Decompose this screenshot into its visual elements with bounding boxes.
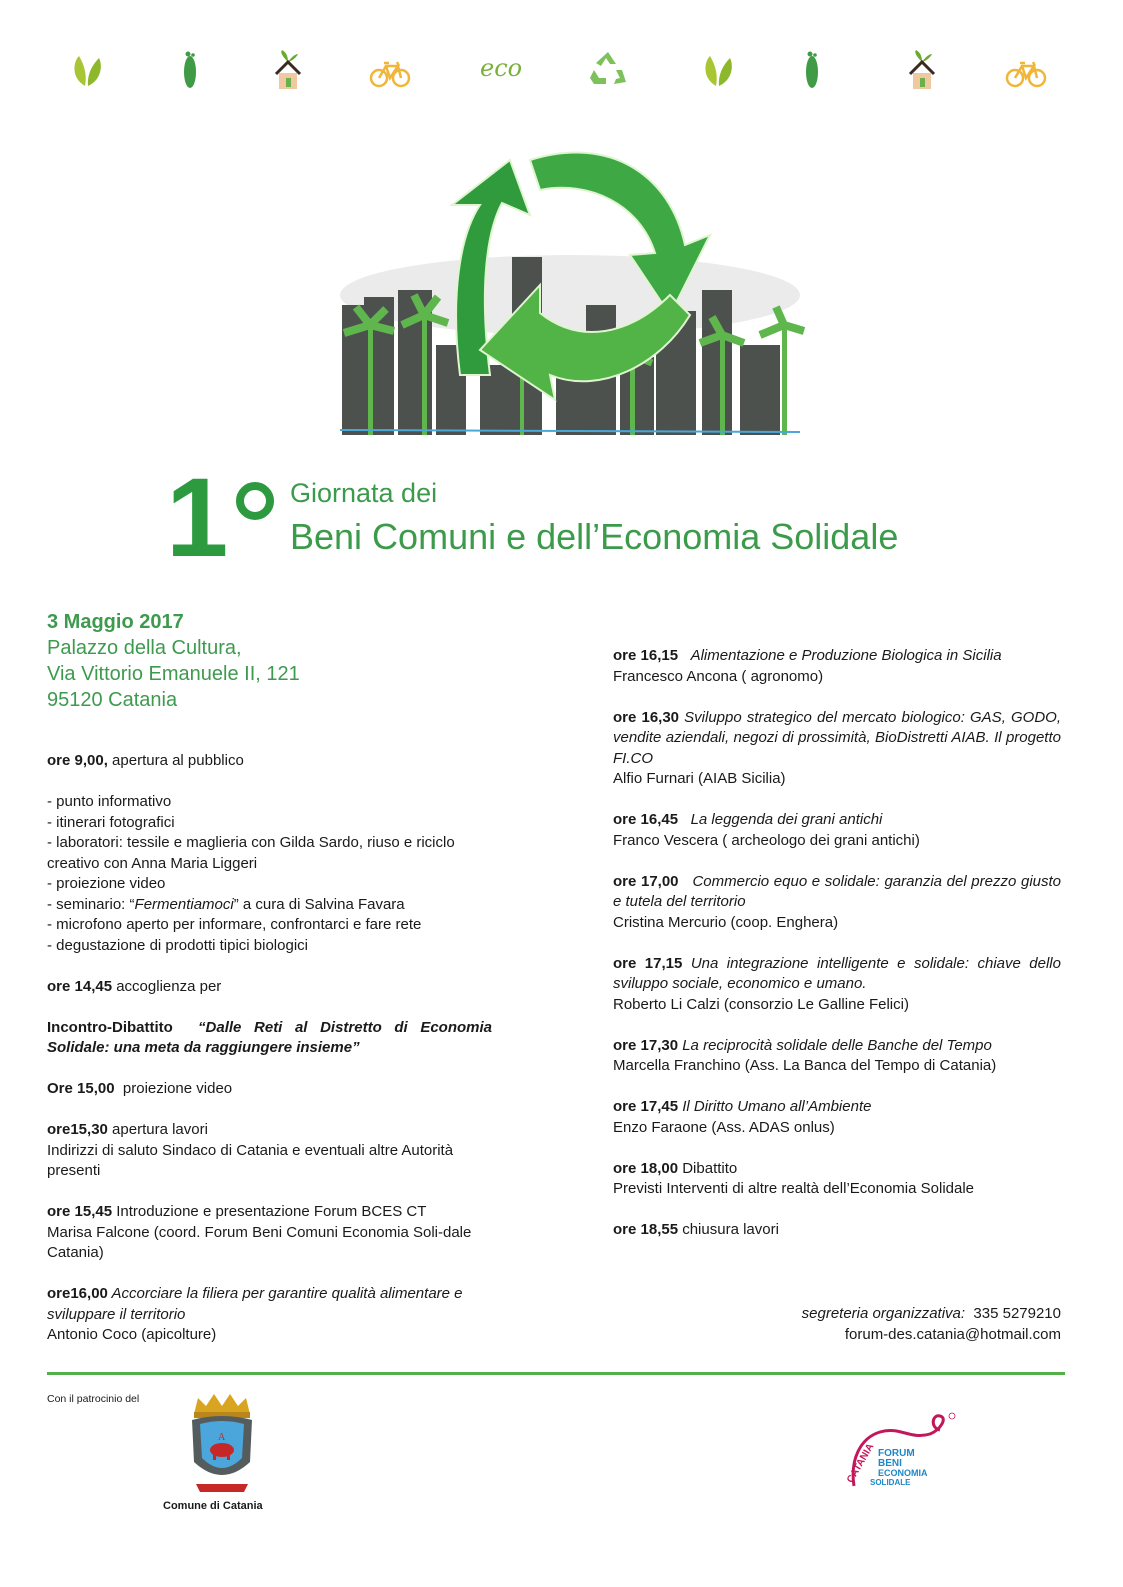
recycle-icon	[586, 48, 630, 92]
program-title: La leggenda dei grani antichi	[690, 811, 883, 828]
program-time: ore 9,00,	[47, 752, 108, 769]
eco-text-icon: eco	[480, 54, 523, 82]
venue-street: Via Vittorio Emanuele II, 121	[47, 663, 300, 685]
seminar-prefix: - seminario: “	[47, 895, 135, 913]
program-left-column	[47, 751, 492, 1366]
leaf-icon	[65, 48, 109, 92]
program-detail: Indirizzi di saluto Sindaco di Catania e eventuali altre Autorità presenti	[47, 1141, 454, 1179]
program-item-debate	[47, 1018, 492, 1059]
venue-block	[47, 609, 300, 713]
footprint-icon	[168, 48, 212, 92]
program-time: ore 17,00	[613, 872, 679, 890]
footprint-icon	[790, 48, 834, 92]
patronage-label: Con il patrocinio del	[47, 1393, 140, 1405]
program-title: Accorciare la filiera per garantire qualità alimentare e sviluppare il territorio	[47, 1285, 463, 1323]
program-item	[613, 1159, 1061, 1200]
svg-text:CATANIA: CATANIA	[845, 1441, 877, 1485]
hero-recycle-city-illustration	[330, 135, 810, 445]
program-item	[613, 954, 1061, 1016]
catania-coat-of-arms-logo	[184, 1392, 260, 1497]
program-text: accoglienza per	[112, 977, 222, 995]
bicycle-icon	[368, 48, 412, 92]
activity-item: - degustazione di prodotti tipici biologici	[47, 936, 308, 954]
program-title: Il Diritto Umano all’Ambiente	[682, 1098, 872, 1115]
activity-item: - microfono aperto per informare, confrontarci e fare rete	[47, 916, 422, 933]
program-time: Ore 15,00	[47, 1080, 115, 1097]
program-speaker: Roberto Li Calzi (consorzio Le Galline Felici)	[613, 995, 909, 1013]
program-time: ore 18,00	[613, 1159, 679, 1177]
program-time: ore 16,45	[613, 811, 679, 828]
debate-label: Incontro-Dibattito	[47, 1018, 173, 1036]
program-item-talk	[47, 1284, 492, 1346]
venue-place: Palazzo della Cultura,	[47, 637, 242, 659]
program-text: apertura al pubblico	[107, 752, 244, 769]
title-line-2: Beni Comuni e dell’Economia Solidale	[290, 516, 899, 557]
program-item	[613, 1220, 1061, 1241]
comune-label: Comune di Catania	[163, 1500, 263, 1512]
activity-item: - proiezione video	[47, 875, 166, 892]
activity-item: - itinerari fotografici	[47, 813, 175, 831]
program-title: Sviluppo strategico del mercato biologico: GAS, GODO, vendite aziendali, negozi di prossimità, BioDistretti AIAB. Il progetto FI.CO	[613, 708, 1061, 767]
program-item-welcome	[47, 977, 492, 998]
ordinal-degree-mark	[236, 482, 274, 520]
title-line-1: Giornata dei	[290, 478, 438, 508]
forum-beni-comuni-logo	[840, 1410, 960, 1490]
icon-row	[60, 48, 1060, 98]
program-text: proiezione video	[122, 1080, 233, 1097]
program-text: chiusura lavori	[678, 1221, 779, 1238]
svg-text:ECONOMIA: ECONOMIA	[878, 1468, 928, 1478]
program-item	[613, 708, 1061, 790]
program-text: Dibattito	[678, 1159, 738, 1177]
program-item-intro	[47, 1202, 492, 1264]
program-title: Alimentazione e Produzione Biologica in Sicilia	[690, 647, 1002, 664]
edition-number: 1	[166, 455, 227, 580]
program-item	[613, 1097, 1061, 1138]
program-speaker: Enzo Faraone (Ass. ADAS onlus)	[613, 1118, 835, 1136]
contact-phone[interactable]: 335 5279210	[973, 1305, 1061, 1322]
program-title: Una integrazione intelligente e solidale: chiave dello sviluppo sociale, economico e umano.	[613, 954, 1061, 992]
contact-email[interactable]: forum-des.catania@hotmail.com	[844, 1326, 1061, 1343]
program-right-column	[613, 646, 1061, 1261]
house-plant-icon	[900, 48, 944, 92]
program-item-opening	[47, 751, 492, 772]
program-time: ore 17,45	[613, 1098, 679, 1115]
program-item	[613, 810, 1061, 851]
program-detail: Marisa Falcone (coord. Forum Beni Comuni Economia Soli-dale Catania)	[47, 1223, 472, 1261]
program-time: ore 18,55	[613, 1221, 679, 1238]
program-speaker: Franco Vescera ( archeologo dei grani antichi)	[613, 831, 920, 849]
house-plant-icon	[266, 48, 310, 92]
program-text: Introduzione e presentazione Forum BCES CT	[112, 1203, 427, 1220]
activity-item: - laboratori: tessile e maglieria con Gilda Sardo, riuso e riciclo creativo con Anna Maria Liggeri	[47, 834, 455, 872]
debate-title: “Dalle Reti al Distretto di Economia Solidale: una meta da raggiungere insieme”	[47, 1018, 492, 1056]
contact-block	[802, 1303, 1061, 1345]
seminar-title: Fermentiamoci	[134, 895, 234, 913]
program-time: ore 17,30	[613, 1036, 679, 1054]
program-speaker: Cristina Mercurio (coop. Enghera)	[613, 913, 839, 931]
svg-text:SOLIDALE: SOLIDALE	[870, 1478, 911, 1487]
program-text: apertura lavori	[107, 1121, 208, 1138]
svg-text:BENI: BENI	[878, 1458, 902, 1469]
svg-text:FORUM: FORUM	[878, 1448, 915, 1459]
program-speaker: Previsti Interventi di altre realtà dell’Economia Solidale	[613, 1180, 975, 1197]
program-speaker: Antonio Coco (apicolture)	[47, 1326, 217, 1343]
contact-label: segreteria organizzativa:	[801, 1305, 966, 1322]
svg-text:A: A	[218, 1432, 226, 1443]
program-time: ore16,00	[47, 1285, 108, 1302]
venue-city: 95120 Catania	[47, 689, 178, 711]
event-date: 3 Maggio 2017	[47, 611, 184, 633]
footer-divider	[47, 1372, 1065, 1375]
program-speaker: Alfio Furnari (AIAB Sicilia)	[613, 770, 786, 787]
activity-item: - punto informativo	[47, 793, 172, 810]
program-item	[613, 872, 1061, 934]
program-speaker: Francesco Ancona ( agronomo)	[613, 667, 824, 685]
program-time: ore 17,15	[613, 954, 683, 972]
program-item	[613, 1036, 1061, 1077]
program-item-works	[47, 1120, 492, 1182]
activities-list	[47, 792, 492, 956]
program-speaker: Marcella Franchino (Ass. La Banca del Tempo di Catania)	[613, 1057, 997, 1074]
program-title: La reciprocità solidale delle Banche del Tempo	[682, 1036, 992, 1054]
program-time: ore 15,45	[47, 1203, 113, 1220]
bicycle-icon	[1004, 48, 1048, 92]
program-item	[613, 646, 1061, 687]
program-title: Commercio equo e solidale: garanzia del prezzo giusto e tutela del territorio	[613, 872, 1061, 910]
program-item-video	[47, 1079, 492, 1100]
program-time: ore 16,30	[613, 708, 680, 726]
activity-item-seminar	[47, 895, 492, 916]
program-time: ore 14,45	[47, 977, 113, 995]
leaf-icon	[696, 48, 740, 92]
seminar-suffix: ” a cura di Salvina Favara	[233, 895, 405, 913]
program-time: ore15,30	[47, 1121, 108, 1138]
program-time: ore 16,15	[613, 647, 679, 664]
